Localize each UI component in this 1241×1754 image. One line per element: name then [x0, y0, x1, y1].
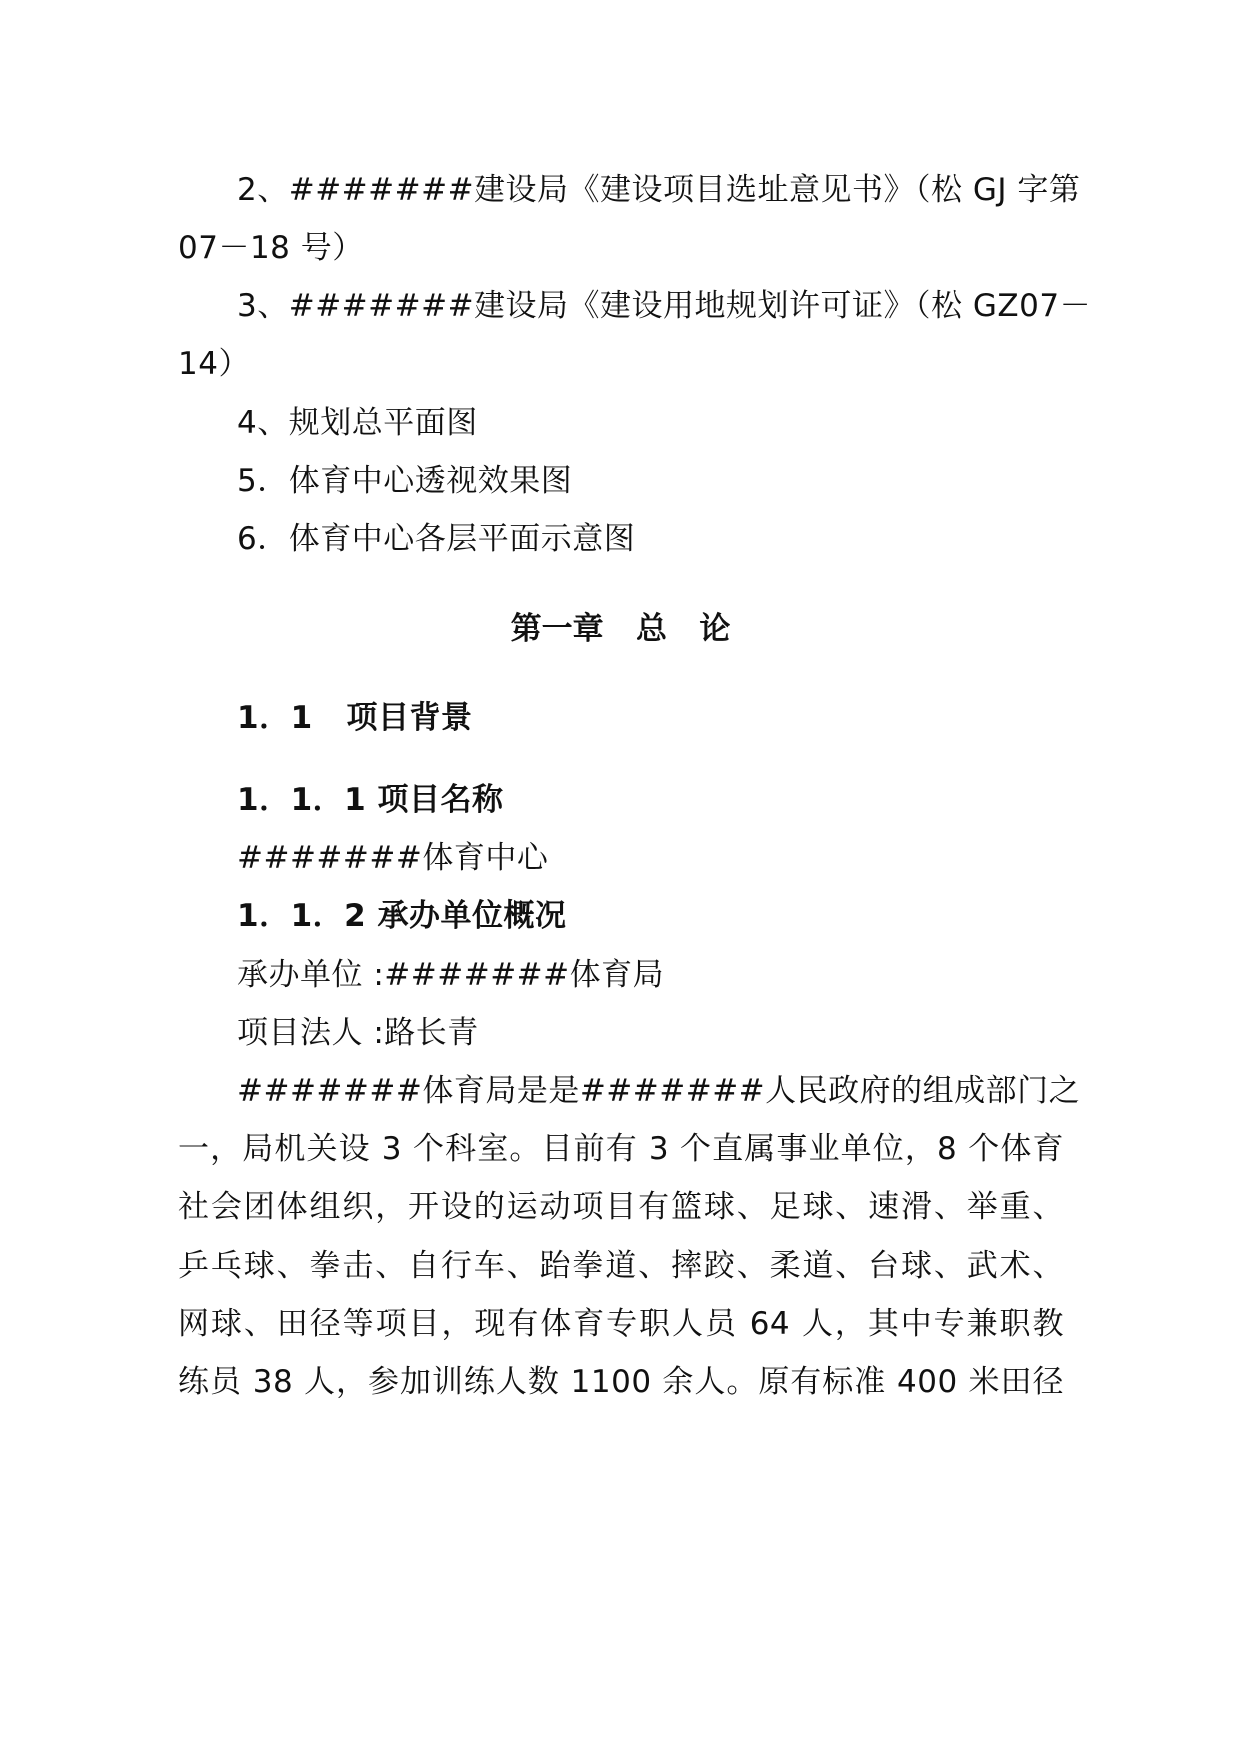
paragraph-line-1: #######体育局是是#######人民政府的组成部门之: [237, 1073, 1081, 1109]
paragraph-line-4: 乒乓球、拳击、自行车、跆拳道、摔跤、柔道、台球、武术、: [178, 1248, 1064, 1284]
section-title: 1．1 项目背景: [237, 700, 473, 736]
appendix-item-3-line2: 14）: [178, 346, 250, 382]
paragraph-line-6: 练员 38 人，参加训练人数 1100 余人。原有标准 400 米田径: [178, 1364, 1064, 1400]
appendix-item-2-line1: 2、#######建设局《建设项目选址意见书》（松 GJ 字第: [237, 172, 1081, 208]
subsection-title-project-name: 1．1．1 项目名称: [237, 782, 504, 818]
subsection-title-unit-overview: 1．1．2 承办单位概况: [237, 898, 567, 934]
appendix-item-5: 5．体育中心透视效果图: [237, 463, 573, 499]
project-name-value: #######体育中心: [237, 840, 549, 876]
unit-legal-person: 项目法人 :路长青: [237, 1015, 479, 1051]
unit-org: 承办单位 :#######体育局: [237, 957, 665, 993]
appendix-item-4: 4、规划总平面图: [237, 405, 478, 441]
paragraph-line-5: 网球、田径等项目，现有体育专职人员 64 人，其中专兼职教: [178, 1306, 1064, 1342]
appendix-item-3-line1: 3、#######建设局《建设用地规划许可证》（松 GZ07－: [237, 288, 1092, 324]
appendix-item-2-line2: 07－18 号）: [178, 230, 364, 266]
paragraph-line-2: 一，局机关设 3 个科室。目前有 3 个直属事业单位，8 个体育: [178, 1131, 1064, 1167]
chapter-title: 第一章 总 论: [510, 611, 731, 647]
paragraph-line-3: 社会团体组织，开设的运动项目有篮球、足球、速滑、举重、: [178, 1189, 1064, 1225]
appendix-item-6: 6．体育中心各层平面示意图: [237, 521, 636, 557]
